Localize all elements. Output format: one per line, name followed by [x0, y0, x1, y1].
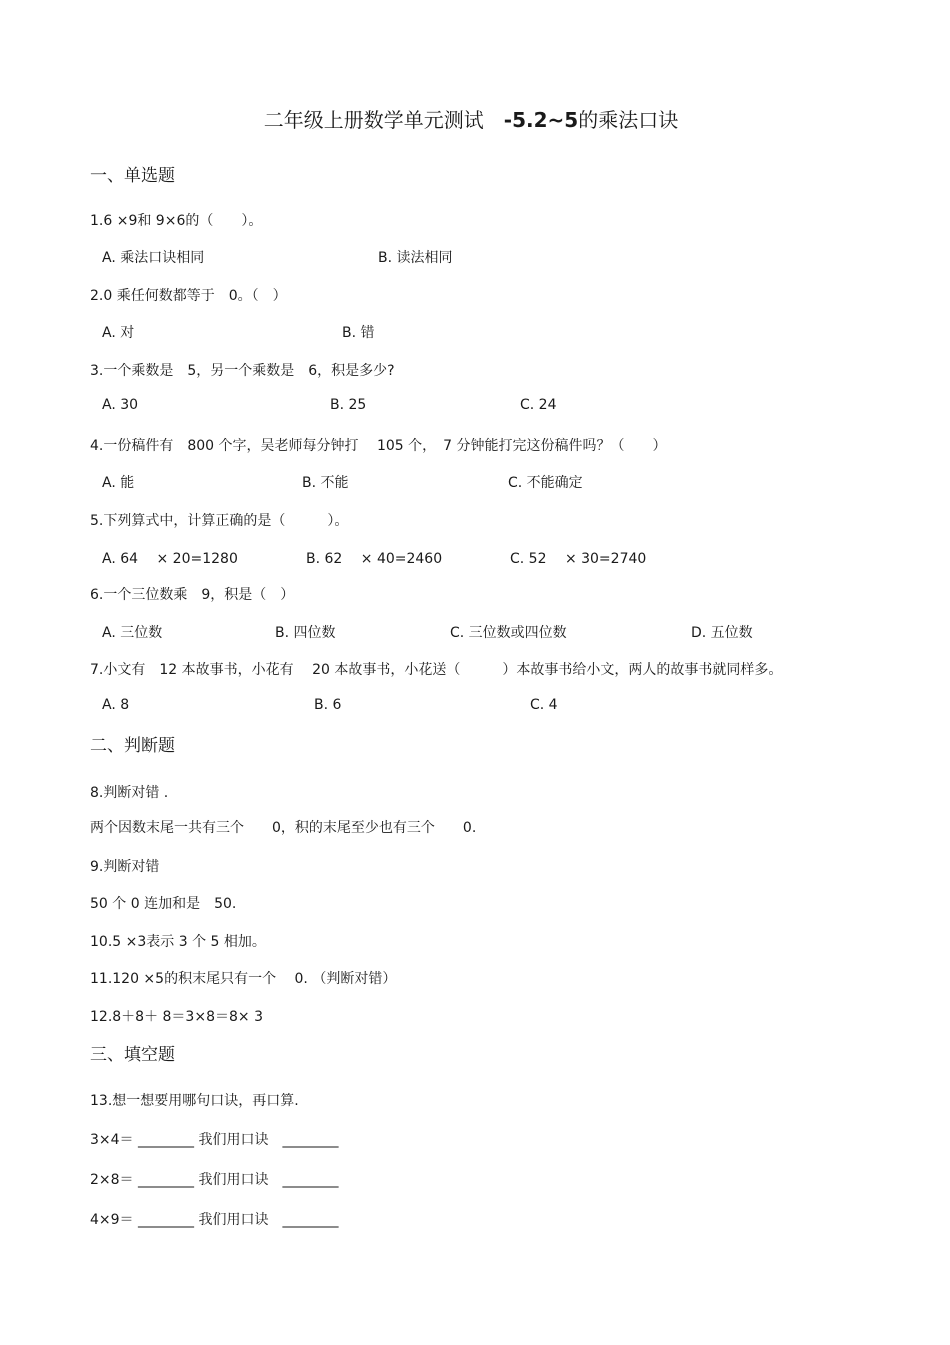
fill-blank-line: 2×8＝ ________ 我们用口诀 ________	[90, 1172, 339, 1188]
option-a: A. 三位数	[102, 625, 163, 641]
option-d: D. 五位数	[691, 625, 753, 641]
question-stem: 8.判断对错 .	[90, 785, 169, 801]
section-heading-true-false: 二、判断题	[90, 736, 175, 756]
question-stem: 13.想一想要用哪句口诀，再口算.	[90, 1093, 299, 1109]
option-b: B. 错	[342, 325, 375, 341]
fill-blank-line: 3×4＝ ________ 我们用口诀 ________	[90, 1132, 339, 1148]
section-heading-single-choice: 一、单选题	[90, 166, 175, 186]
option-a: A. 对	[102, 325, 135, 341]
option-c: C. 52 × 30=2740	[510, 551, 647, 567]
option-b: B. 62 × 40=2460	[306, 551, 443, 567]
option-b: B. 不能	[302, 475, 349, 491]
option-c: C. 24	[520, 397, 557, 413]
question-stem: 2.0 乘任何数都等于 0。（ ）	[90, 288, 287, 304]
question-stem: 5.下列算式中，计算正确的是（ ）。	[90, 513, 349, 529]
option-a: A. 64 × 20=1280	[102, 551, 238, 567]
question-stem: 11.120 ×5的积末尾只有一个 0. （判断对错）	[90, 971, 397, 987]
option-b: B. 25	[330, 397, 367, 413]
question-stem: 6.一个三位数乘 9，积是（ ）	[90, 587, 295, 603]
option-c: C. 4	[530, 697, 558, 713]
option-c: C. 三位数或四位数	[450, 625, 567, 641]
option-a: A. 能	[102, 475, 135, 491]
option-b: B. 四位数	[275, 625, 336, 641]
section-heading-fill-blank: 三、填空题	[90, 1045, 175, 1065]
question-body: 50 个 0 连加和是 50.	[90, 896, 237, 912]
question-stem: 9.判断对错	[90, 859, 160, 875]
question-stem: 1.6 ×9和 9×6的（ ）。	[90, 213, 263, 229]
question-stem: 3.一个乘数是 5，另一个乘数是 6，积是多少?	[90, 363, 395, 379]
page-title: 二年级上册数学单元测试 -5.2~5的乘法口诀	[263, 108, 679, 132]
question-stem: 12.8＋8＋ 8＝3×8＝8× 3	[90, 1009, 263, 1025]
option-b: B. 6	[314, 697, 342, 713]
question-body: 两个因数末尾一共有三个 0，积的末尾至少也有三个 0.	[90, 820, 477, 836]
option-c: C. 不能确定	[508, 475, 583, 491]
option-b: B. 读法相同	[378, 250, 453, 266]
question-stem: 4.一份稿件有 800 个字，吴老师每分钟打 105 个， 7 分钟能打完这份稿件吗？（ ）	[90, 438, 667, 454]
option-a: A. 8	[102, 697, 130, 713]
fill-blank-line: 4×9＝ ________ 我们用口诀 ________	[90, 1212, 339, 1228]
question-stem: 7.小文有 12 本故事书，小花有 20 本故事书，小花送（ ）本故事书给小文，两人的故事书就同样多。	[90, 662, 783, 678]
option-a: A. 乘法口诀相同	[102, 250, 205, 266]
question-stem: 10.5 ×3表示 3 个 5 相加。	[90, 934, 266, 950]
option-a: A. 30	[102, 397, 139, 413]
